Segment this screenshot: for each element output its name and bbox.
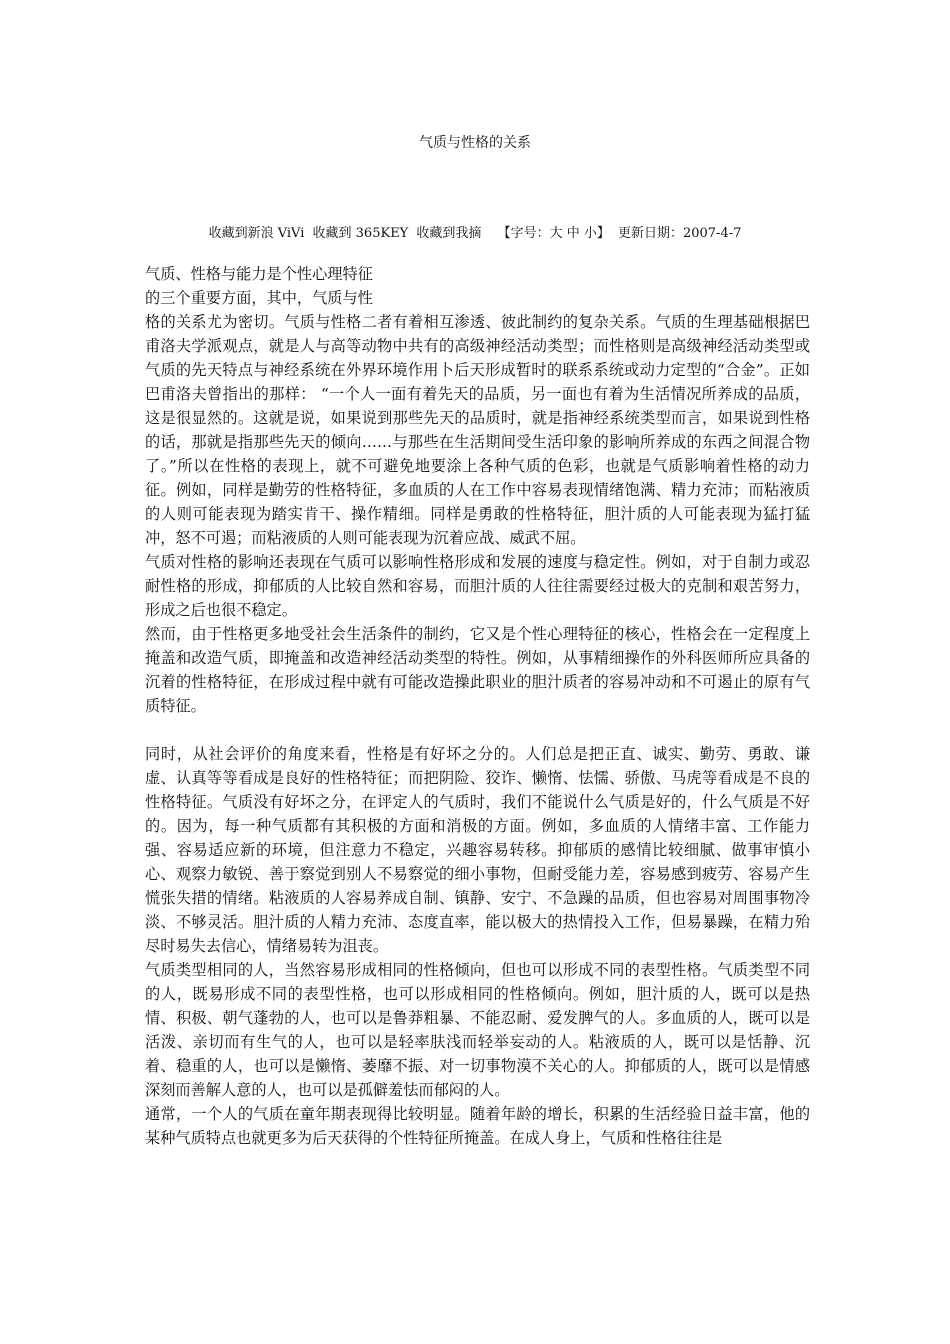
paragraph-8: 通常，一个人的气质在童年期表现得比较明显。随着年龄的增长，积累的生活经验日益丰富，他的某种气质特点也就更多为后天获得的个性特征所掩盖。在成人身上，气质和性格往往是 — [145, 1105, 810, 1147]
bookmark-365key-link[interactable]: 收藏到 365KEY — [312, 226, 409, 241]
paragraph-7: 气质类型相同的人，当然容易形成相同的性格倾向，但也可以形成不同的表型性格。气质类型不同的人，既易形成不同的表型性格，也可以形成相同的性格倾向。例如，胆汁质的人，既可以是热情、积极、朝气蓬勃的人，也可以是鲁莽粗暴、不能忍耐、爱发脾气的人。多血质的人，既可以是活泼、亲切而有生气的人，也可以是轻率肤浅而轻举妄动的人。粘液质的人，既可以是恬静、沉着、稳重的人，也可以是懒惰、萎靡不振、对一切事物漠不关心的人。抑郁质的人，既可以是情感深刻而善解人意的人，也可以是孤僻羞怯而郁闷的人。 — [145, 961, 810, 1099]
paragraph-spacer — [145, 718, 810, 742]
document-title: 气质与性格的关系 — [419, 135, 531, 151]
paragraph-4: 气质对性格的影响还表现在气质可以影响性格形成和发展的速度与稳定性。例如，对于自制力或忍耐性格的形成，抑郁质的人比较自然和容易，而胆汁质的人往往需要经过极大的克制和艰苦努力，形成之后也很不稳定。 — [145, 553, 810, 619]
update-date: 更新日期：2007-4-7 — [617, 226, 742, 241]
bookmark-sina-link[interactable]: 收藏到新浪 ViVi — [208, 226, 305, 241]
document-body — [145, 262, 810, 1150]
paragraph-1: 气质、性格与能力是个性心理特征 — [145, 265, 373, 283]
document-meta-bar — [0, 224, 950, 244]
paragraph-5: 然而，由于性格更多地受社会生活条件的制约，它又是个性心理特征的核心，性格会在一定程度上掩盖和改造气质，即掩盖和改造神经活动类型的特性。例如，从事精细操作的外科医师所应具备的沉着的性格特征，在形成过程中就有可能改造操此职业的胆汁质者的容易冲动和不可遏止的原有气质特征。 — [145, 625, 810, 715]
font-size-selector[interactable]: 【字号：大 中 小】 — [497, 226, 610, 241]
paragraph-3: 格的关系尤为密切。气质与性格二者有着相互渗透、彼此制约的复杂关系。气质的生理基础根据巴甫洛夫学派观点，就是人与高等动物中共有的高级神经活动类型；而性格则是高级神经活动类型或气质的先天特点与神经系统在外界环境作用卜后天形成暂时的联系系统或动力定型的“合金”。正如巴甫洛夫曾指出的那样： “一个人一面有着先天的品质，另一面也有着为生活情况所养成的品质，这是很显然的。这就是说，如果说到那些先天的品质时，就是指神经系统类型而言，如果说到性格的话，那就是指那些先天的倾向……与那些在生活期间受生活印象的影响所养成的东西之间混合物了。”所以在性格的表现上，就不可避免地要涂上各种气质的色彩，也就是气质影响着性格的动力征。例如，同样是勤劳的性格特征，多血质的人在工作中容易表现情绪饱满、精力充沛；而粘液质的人则可能表现为踏实肯干、操作精细。同样是勇敢的性格特征，胆汁质的人可能表现为猛打猛冲，怒不可遏；而粘液质的人则可能表现为沉着应战、威武不屈。 — [145, 313, 810, 547]
paragraph-6: 同时，从社会评价的角度来看，性格是有好坏之分的。人们总是把正直、诚实、勤劳、勇敢、谦虚、认真等等看成是良好的性格特征；而把阴险、狡诈、懒惰、怯懦、骄傲、马虎等看成是不良的性格特征。气质没有好坏之分，在评定人的气质时，我们不能说什么气质是好的，什么气质是不好的。因为，每一种气质都有其积极的方面和消极的方面。例如，多血质的人情绪丰富、工作能力强、容易适应新的环境，但注意力不稳定，兴趣容易转移。抑郁质的感情比较细腻、做事审慎小心、观察力敏锐、善于察觉到别人不易察觉的细小事物，但耐受能力差，容易感到疲劳、容易产生慌张失措的情绪。粘液质的人容易养成自制、镇静、安宁、不急躁的品质，但也容易对周围事物冷淡、不够灵活。胆汁质的人精力充沛、态度直率，能以极大的热情投入工作，但易暴躁，在精力殆尽时易失去信心，情绪易转为沮丧。 — [145, 745, 810, 955]
bookmark-wozhai-link[interactable]: 收藏到我摘 — [416, 226, 482, 241]
paragraph-2: 的三个重要方面，其中，气质与性 — [145, 289, 373, 307]
